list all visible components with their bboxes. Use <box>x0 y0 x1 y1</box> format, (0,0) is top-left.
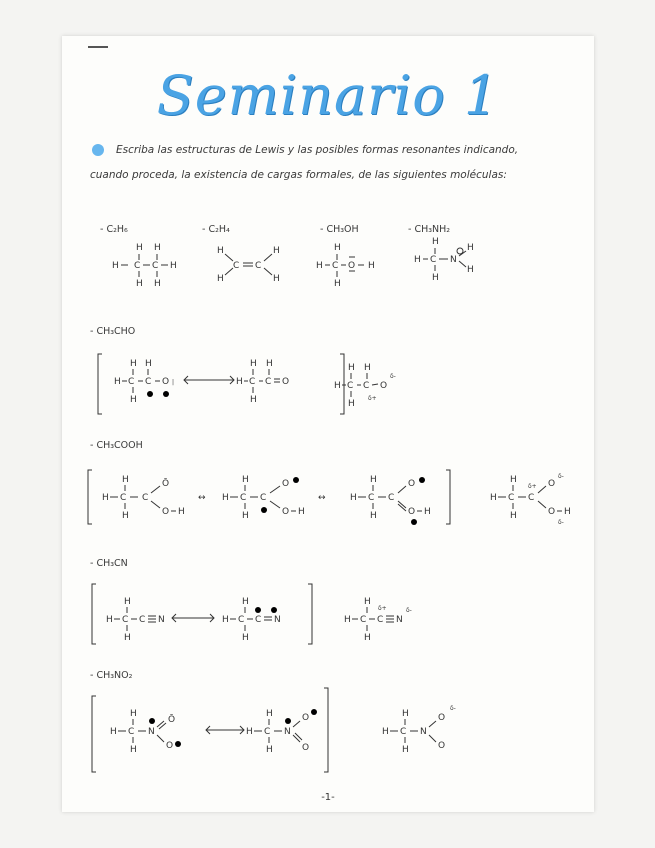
molecule-label-c2h4: - C₂H₄ <box>202 224 230 235</box>
svg-text:O: O <box>162 377 170 387</box>
svg-text:↔: ↔ <box>198 493 206 503</box>
svg-text:H: H <box>432 237 439 247</box>
svg-text:H: H <box>122 475 129 485</box>
svg-text:C: C <box>368 493 375 503</box>
svg-text:N: N <box>420 727 427 737</box>
svg-text:C: C <box>238 615 245 625</box>
svg-text:O: O <box>302 713 310 723</box>
svg-text:H: H <box>370 511 377 521</box>
svg-text:O: O <box>282 377 290 387</box>
svg-text:H: H <box>402 745 409 755</box>
lewis-structures-drawing <box>62 36 594 812</box>
svg-text:H: H <box>334 243 341 253</box>
svg-text:H: H <box>350 493 357 503</box>
molecule-label-ch3nh2: - CH₃NH₂ <box>408 224 451 235</box>
svg-text:δ-: δ- <box>558 519 564 526</box>
svg-text:O: O <box>162 507 170 517</box>
svg-text:H: H <box>424 507 431 517</box>
svg-text:δ-: δ- <box>558 473 564 480</box>
svg-text:H: H <box>364 597 371 607</box>
svg-text:H: H <box>370 475 377 485</box>
svg-text:H: H <box>136 243 143 253</box>
svg-text:H: H <box>217 246 224 256</box>
svg-text:O: O <box>548 507 556 517</box>
svg-text:C: C <box>255 261 262 271</box>
svg-text:C: C <box>122 615 129 625</box>
svg-text:O: O <box>380 381 388 391</box>
svg-text:H: H <box>242 633 249 643</box>
molecule-label-ch3oh: - CH₃OH <box>320 224 359 235</box>
svg-text:H: H <box>236 377 243 387</box>
svg-text:H: H <box>334 381 341 391</box>
svg-text:N: N <box>396 615 403 625</box>
svg-text:O: O <box>408 507 416 517</box>
page-title: Seminario 1 <box>156 64 500 127</box>
svg-text:H: H <box>510 475 517 485</box>
svg-text:C: C <box>265 377 272 387</box>
svg-text:Ō: Ō <box>162 479 170 489</box>
svg-text:O: O <box>438 713 446 723</box>
svg-text:O: O <box>166 741 174 751</box>
svg-text:H: H <box>364 363 371 373</box>
svg-text:C: C <box>377 615 384 625</box>
svg-text:H: H <box>110 727 117 737</box>
svg-text:|: | <box>172 379 175 386</box>
svg-text:H: H <box>467 265 474 275</box>
svg-text:δ+: δ+ <box>368 395 377 402</box>
svg-text:O: O <box>408 479 416 489</box>
svg-text:H: H <box>344 615 351 625</box>
svg-text:C: C <box>233 261 240 271</box>
svg-text:H: H <box>246 727 253 737</box>
svg-text:H: H <box>382 727 389 737</box>
svg-text:H: H <box>432 273 439 283</box>
svg-text:H: H <box>154 279 161 289</box>
svg-text:Ō: Ō <box>168 715 176 725</box>
svg-text:H: H <box>130 745 137 755</box>
svg-text:O: O <box>282 507 290 517</box>
svg-text:δ-: δ- <box>450 705 456 712</box>
svg-text:N: N <box>284 727 291 737</box>
svg-text:H: H <box>273 274 280 284</box>
svg-text:C: C <box>360 615 367 625</box>
svg-text:H: H <box>266 709 273 719</box>
svg-text:C: C <box>430 255 437 265</box>
svg-text:H: H <box>222 615 229 625</box>
svg-text:C: C <box>249 377 256 387</box>
svg-text:C: C <box>142 493 149 503</box>
section-label-ch3cn: - CH₃CN <box>90 558 128 569</box>
svg-text:C: C <box>152 261 159 271</box>
svg-text:H: H <box>114 377 121 387</box>
svg-text:C: C <box>120 493 127 503</box>
svg-text:H: H <box>222 493 229 503</box>
svg-text:H: H <box>467 243 474 253</box>
svg-text:N: N <box>450 255 457 265</box>
svg-text:C: C <box>128 727 135 737</box>
svg-text:H: H <box>124 633 131 643</box>
svg-text:C: C <box>128 377 135 387</box>
svg-text:H: H <box>564 507 571 517</box>
svg-text:H: H <box>368 261 375 271</box>
svg-text:H: H <box>266 745 273 755</box>
svg-text:O: O <box>282 479 290 489</box>
svg-text:H: H <box>106 615 113 625</box>
svg-text:H: H <box>170 261 177 271</box>
section-label-ch3cho: - CH₃CHO <box>90 326 136 337</box>
svg-text:H: H <box>298 507 305 517</box>
page-number: -1- <box>321 792 335 803</box>
svg-text:C: C <box>139 615 146 625</box>
svg-text:H: H <box>217 274 224 284</box>
svg-text:H: H <box>490 493 497 503</box>
svg-text:δ-: δ- <box>390 373 396 380</box>
svg-text:H: H <box>334 279 341 289</box>
section-label-ch3no2: - CH₃NO₂ <box>90 670 133 681</box>
svg-text:O: O <box>548 479 556 489</box>
svg-text:H: H <box>154 243 161 253</box>
svg-text:H: H <box>178 507 185 517</box>
svg-text:H: H <box>242 475 249 485</box>
svg-text:C: C <box>255 615 262 625</box>
svg-text:C: C <box>240 493 247 503</box>
svg-text:O: O <box>438 741 446 751</box>
section-label-ch3cooh: - CH₃COOH <box>90 440 143 451</box>
svg-text:H: H <box>242 511 249 521</box>
svg-text:C: C <box>145 377 152 387</box>
svg-text:H: H <box>510 511 517 521</box>
svg-text:C: C <box>388 493 395 503</box>
svg-text:H: H <box>364 633 371 643</box>
svg-text:H: H <box>130 709 137 719</box>
svg-text:δ+: δ+ <box>378 605 387 612</box>
svg-text:C: C <box>260 493 267 503</box>
svg-text:H: H <box>102 493 109 503</box>
svg-text:H: H <box>136 279 143 289</box>
svg-text:C: C <box>363 381 370 391</box>
svg-text:C: C <box>508 493 515 503</box>
svg-text:H: H <box>273 246 280 256</box>
svg-text:H: H <box>402 709 409 719</box>
svg-text:C: C <box>134 261 141 271</box>
svg-text:C: C <box>528 493 535 503</box>
svg-text:H: H <box>250 359 257 369</box>
svg-text:δ-: δ- <box>406 607 412 614</box>
svg-text:H: H <box>266 359 273 369</box>
svg-text:N: N <box>148 727 155 737</box>
exercise-statement: Escriba las estructuras de Lewis y las posibles formas resonantes indicando, cuando proceda, la existencia de cargas formales, de las siguientes moléculas: <box>90 144 519 181</box>
svg-text:↔: ↔ <box>318 493 326 503</box>
svg-text:C: C <box>264 727 271 737</box>
svg-text:H: H <box>316 261 323 271</box>
svg-text:H: H <box>112 261 119 271</box>
svg-text:C: C <box>332 261 339 271</box>
svg-text:δ+: δ+ <box>528 483 537 490</box>
svg-text:H: H <box>242 597 249 607</box>
svg-text:N: N <box>158 615 165 625</box>
notebook-page <box>62 36 594 812</box>
svg-text:H: H <box>130 395 137 405</box>
svg-text:N: N <box>274 615 281 625</box>
svg-text:H: H <box>250 395 257 405</box>
svg-text:C: C <box>400 727 407 737</box>
svg-text:C: C <box>347 381 354 391</box>
page-edge-mark <box>88 46 108 48</box>
svg-text:H: H <box>122 511 129 521</box>
svg-text:O: O <box>302 743 310 753</box>
svg-text:H: H <box>348 399 355 409</box>
svg-text:H: H <box>348 363 355 373</box>
svg-text:H: H <box>124 597 131 607</box>
svg-text:H: H <box>145 359 152 369</box>
svg-text:H: H <box>414 255 421 265</box>
svg-text:H: H <box>130 359 137 369</box>
molecule-label-c2h6: - C₂H₆ <box>100 224 128 235</box>
svg-text:O: O <box>348 261 356 271</box>
